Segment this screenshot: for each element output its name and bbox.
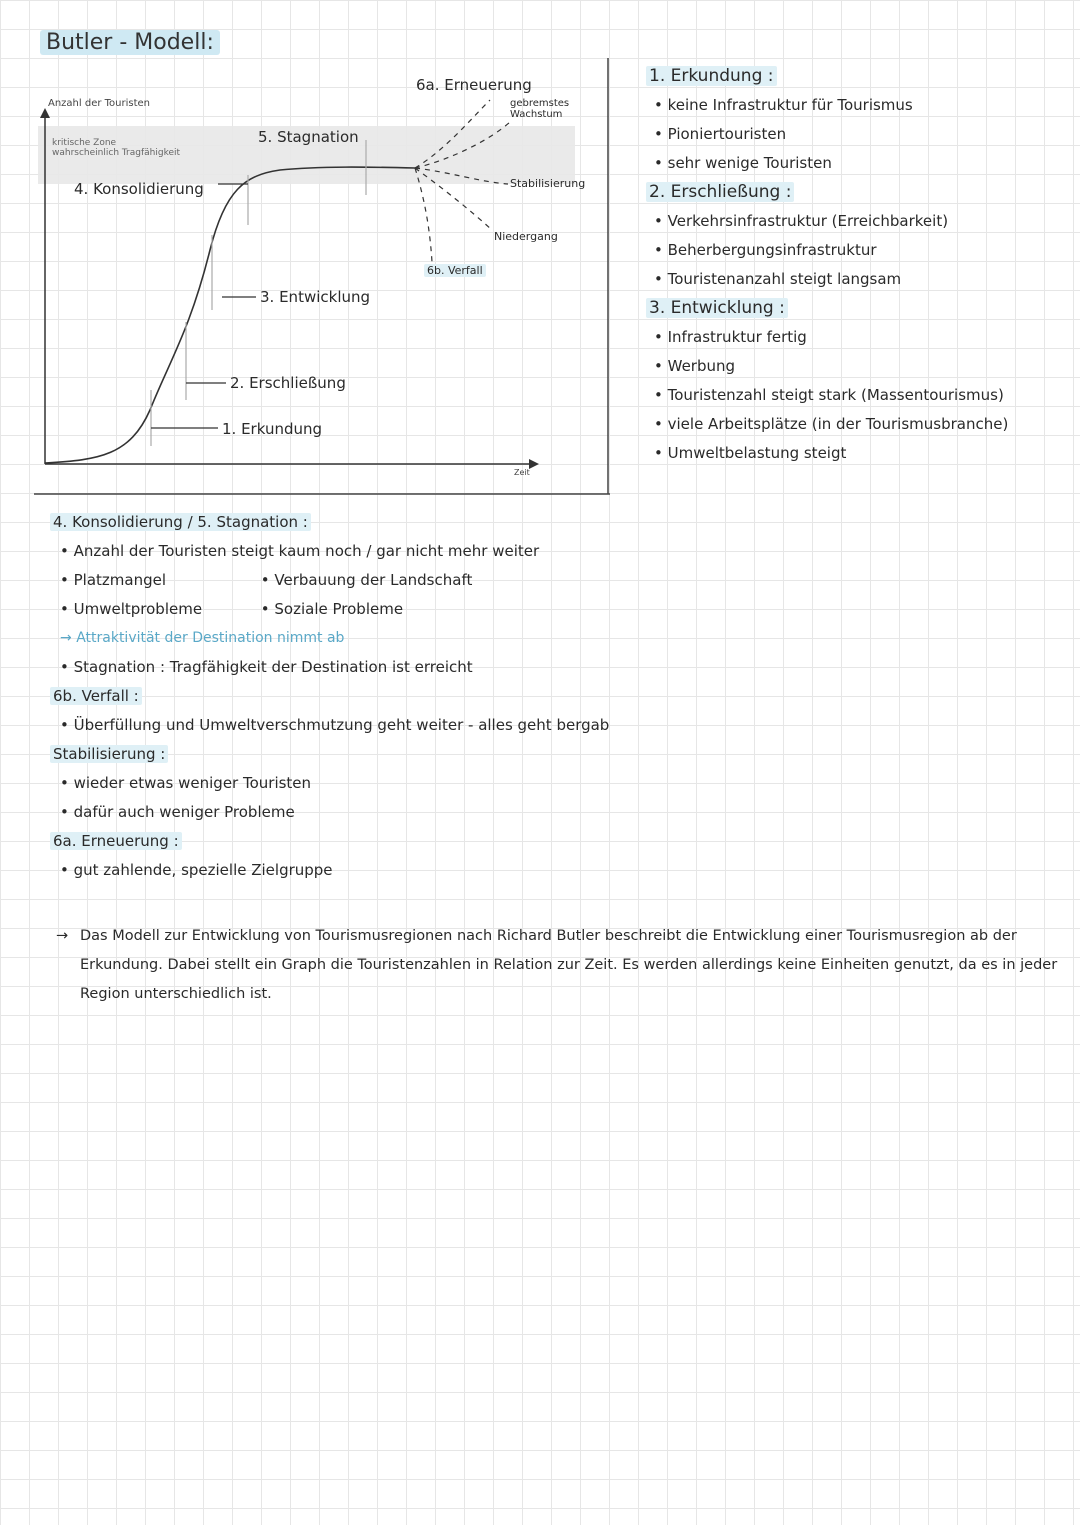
critical-zone-sublabel: wahrscheinlich Tragfähigkeit xyxy=(52,148,181,158)
stage1-item: • keine Infrastruktur für Tourismus xyxy=(654,91,1008,120)
stage2-item: • Touristenanzahl steigt langsam xyxy=(654,265,1008,294)
stage2-item: • Verkehrsinfrastruktur (Erreichbarkeit) xyxy=(654,207,1008,236)
stage45-item: • Verbauung der Landschaft xyxy=(261,571,473,589)
phase-label-erkundung: 1. Erkundung xyxy=(222,420,323,438)
stage45-title: 4. Konsolidierung / 5. Stagnation : xyxy=(50,508,609,537)
phase-label-entwicklung: 3. Entwicklung xyxy=(260,288,371,306)
stage6b-item: • Überfüllung und Umweltverschmutzung geht weiter - alles geht bergab xyxy=(60,711,609,740)
phase-label-stagnation: 5. Stagnation xyxy=(258,128,359,146)
phase-label-konsolidierung: 4. Konsolidierung xyxy=(74,180,204,198)
critical-zone-label: kritische Zone xyxy=(52,138,117,148)
stage1-title: 1. Erkundung : xyxy=(646,62,1008,91)
phase-label-erschliessung: 2. Erschließung xyxy=(230,374,346,392)
branch-label-erneuerung: 6a. Erneuerung xyxy=(416,76,532,94)
stage6a-item: • gut zahlende, spezielle Zielgruppe xyxy=(60,856,609,885)
stage6a-title: 6a. Erneuerung : xyxy=(50,827,609,856)
y-axis-arrow xyxy=(40,108,50,118)
stage3-title: 3. Entwicklung : xyxy=(646,294,1008,323)
stabilisierung-item: • wieder etwas weniger Touristen xyxy=(60,769,609,798)
stage6b-title: 6b. Verfall : xyxy=(50,682,609,711)
stage2-item: • Beherbergungsinfrastruktur xyxy=(654,236,1008,265)
branch-label-verfall: 6b. Verfall xyxy=(424,264,486,277)
branch-label-gebremst: gebremstes Wachstum xyxy=(510,98,570,120)
page-title: Butler - Modell: xyxy=(40,30,220,55)
arrow-note: → Attraktivität der Destination nimmt ab xyxy=(60,630,345,646)
stage45-item: • Anzahl der Touristen steigt kaum noch / gar nicht mehr weiter xyxy=(60,537,609,566)
x-axis-arrow xyxy=(529,459,539,469)
stage1-item: • sehr wenige Touristen xyxy=(654,149,1008,178)
development-curve xyxy=(45,167,415,463)
stage3-item: • viele Arbeitsplätze (in der Tourismusbranche) xyxy=(654,410,1008,439)
stage2-title: 2. Erschließung : xyxy=(646,178,1008,207)
stage3-item: • Werbung xyxy=(654,352,1008,381)
lower-notes xyxy=(50,508,609,885)
stabilisierung-item: • dafür auch weniger Probleme xyxy=(60,798,609,827)
stage45-row xyxy=(60,595,609,624)
stabilisierung-title: Stabilisierung : xyxy=(50,740,609,769)
stage3-item: • Umweltbelastung steigt xyxy=(654,439,1008,468)
summary-arrow-icon: → xyxy=(56,928,69,944)
stage45-item: • Soziale Probleme xyxy=(261,600,403,618)
stage45-item: • Platzmangel xyxy=(60,566,256,595)
branch-label-niedergang: Niedergang xyxy=(494,230,558,243)
stage1-notes xyxy=(646,62,1008,468)
x-axis-label: Zeit xyxy=(514,468,530,477)
summary-text: Das Modell zur Entwicklung von Tourismusregionen nach Richard Butler beschreibt die Entwicklung einer Tourismusregion ab der Erkundung. Dabei stellt ein Graph die Touristenzahlen in Relation zur Zeit. Es werden allerdings keine Einheiten genutzt, da es in jeder Region unterschiedlich ist. xyxy=(80,928,1058,1002)
y-axis-label: Anzahl der Touristen xyxy=(48,98,151,109)
stage45-item: • Umweltprobleme xyxy=(60,595,256,624)
branch-label-stabilisierung: Stabilisierung xyxy=(510,177,586,190)
stage1-item: • Pioniertouristen xyxy=(654,120,1008,149)
stage45-row xyxy=(60,566,609,595)
stage3-item: • Touristenzahl steigt stark (Massentourismus) xyxy=(654,381,1008,410)
summary-block xyxy=(56,922,1080,1009)
stagnation-note: • Stagnation : Tragfähigkeit der Destination ist erreicht xyxy=(60,653,609,682)
stage3-item: • Infrastruktur fertig xyxy=(654,323,1008,352)
